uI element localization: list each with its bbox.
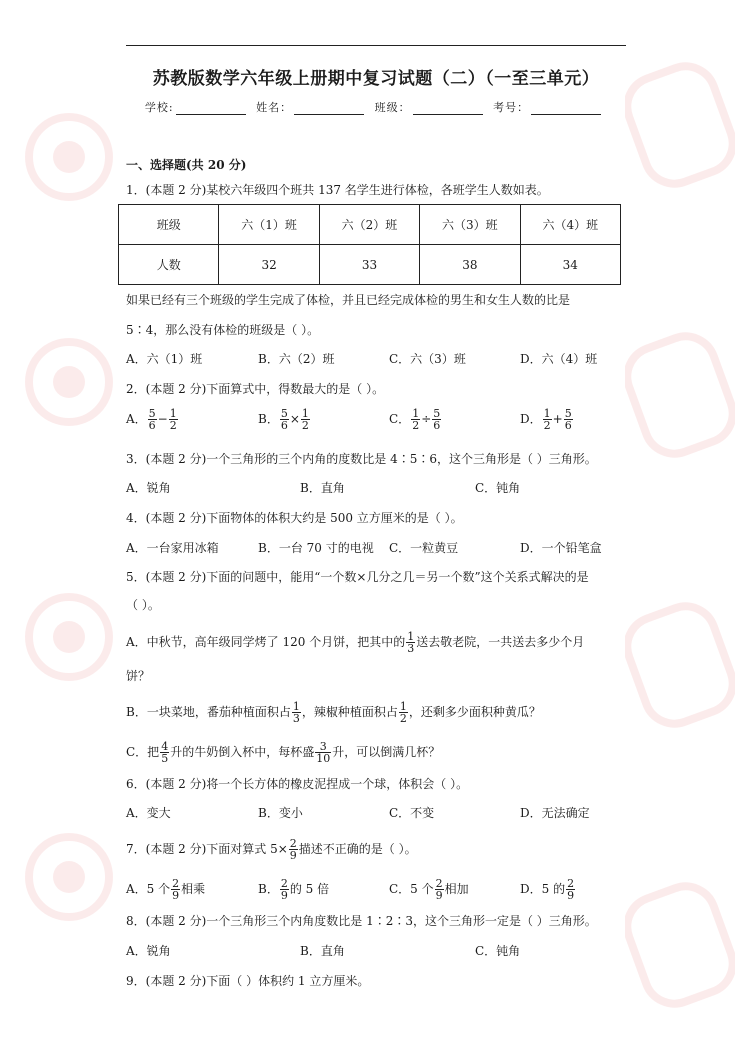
- q6-option-b[interactable]: B．变小: [258, 806, 303, 820]
- denominator: 5: [161, 752, 169, 765]
- option-text: ，辣椒种植面积占: [301, 705, 398, 719]
- q1-continuation-2: 5∶4，那么没有体检的班级是（ ）。: [126, 323, 320, 337]
- fraction: [169, 408, 178, 431]
- fraction: [543, 408, 552, 431]
- table-cell: 34: [520, 245, 620, 285]
- numerator: 1: [169, 407, 177, 420]
- q1-option-b[interactable]: B．六（2）班: [258, 352, 335, 366]
- option-text: 相加: [444, 882, 469, 896]
- watermark-right-4: [625, 880, 735, 1014]
- table-cell: 六（4）班: [520, 205, 620, 245]
- q2-option-a[interactable]: [126, 408, 179, 431]
- watermark-left-1: [22, 110, 117, 209]
- option-text: 送去敬老院，一共送去多少个月: [416, 635, 585, 649]
- numerator: 1: [399, 700, 407, 713]
- q5-stem-2: （ ）。: [126, 598, 160, 612]
- stem-text: 7．(本题 2 分)下面对算式 5×: [126, 842, 288, 856]
- q3-stem: 3．(本题 2 分)一个三角形的三个内角的度数比是 4∶5∶6，这个三角形是（ ）三角形。: [126, 452, 597, 466]
- option-text: A．中秋节，高年级同学烤了 120 个月饼，把其中的: [126, 635, 406, 649]
- fraction: [280, 878, 289, 901]
- numerator: 1: [292, 700, 300, 713]
- fraction: [432, 408, 441, 431]
- class-count-table: [118, 204, 621, 285]
- table-row: [119, 245, 621, 285]
- numerator: 5: [564, 407, 572, 420]
- denominator: 2: [399, 712, 407, 725]
- q5-option-b[interactable]: [126, 701, 541, 724]
- q1-continuation-1: 如果已经有三个班级的学生完成了体检，并且已经完成体检的男生和女生人数的比是: [126, 293, 571, 307]
- numerator: 1: [407, 630, 415, 643]
- top-rule: [126, 45, 626, 46]
- q3-option-b[interactable]: B．直角: [300, 481, 345, 495]
- watermark-right-3: [625, 600, 735, 734]
- option-label: C．: [389, 412, 411, 426]
- option-text: B．: [258, 882, 279, 896]
- q5-option-a-continuation: 饼？: [126, 669, 151, 683]
- q8-option-b[interactable]: B．直角: [300, 944, 345, 958]
- denominator: 3: [407, 642, 415, 655]
- table-row: [119, 205, 621, 245]
- fraction: [301, 408, 310, 431]
- fraction: [564, 408, 573, 431]
- fraction: [566, 878, 575, 901]
- denominator: 2: [169, 419, 177, 432]
- school-field[interactable]: [176, 103, 246, 115]
- option-label: D．: [520, 412, 542, 426]
- numerator: 5: [148, 407, 156, 420]
- denominator: 9: [567, 889, 575, 902]
- option-text: D．5 的: [520, 882, 566, 896]
- denominator: 6: [433, 419, 441, 432]
- denominator: 2: [412, 419, 420, 432]
- watermark-left-4: [22, 830, 117, 929]
- numerator: 1: [301, 407, 309, 420]
- option-text: C．把: [126, 745, 160, 759]
- option-text: 相乘: [181, 882, 206, 896]
- q7-stem: [126, 838, 417, 861]
- q5-option-a[interactable]: [126, 631, 584, 654]
- q3-option-a[interactable]: A．锐角: [126, 481, 171, 495]
- option-text: ，还剩多少面积种黄瓜？: [408, 705, 541, 719]
- fraction: [289, 838, 298, 861]
- q7-option-d[interactable]: [520, 878, 576, 901]
- name-field[interactable]: [294, 103, 364, 115]
- q4-option-c[interactable]: C．一粒黄豆: [389, 541, 459, 555]
- numerator: 1: [412, 407, 420, 420]
- number-field[interactable]: [531, 103, 601, 115]
- q6-stem: 6．(本题 2 分)将一个长方体的橡皮泥捏成一个球，体积会（ ）。: [126, 777, 469, 791]
- page-title: 苏教版数学六年级上册期中复习试题（二）（一至三单元）: [152, 69, 600, 89]
- table-cell: 33: [319, 245, 419, 285]
- table-cell: 32: [219, 245, 319, 285]
- option-label: A．: [126, 412, 147, 426]
- class-field[interactable]: [413, 103, 483, 115]
- denominator: 6: [564, 419, 572, 432]
- class-label: 班级：: [374, 101, 411, 114]
- denominator: 6: [148, 419, 156, 432]
- numerator: 2: [280, 877, 288, 890]
- watermark-right-2: [625, 330, 735, 464]
- table-cell: 六（1）班: [219, 205, 319, 245]
- denominator: 2: [301, 419, 309, 432]
- q4-option-d[interactable]: D．一个铅笔盒: [520, 541, 602, 555]
- q2-option-c[interactable]: [389, 408, 442, 431]
- q5-option-c[interactable]: [126, 741, 440, 764]
- stem-text: 描述不正确的是（ ）。: [298, 842, 417, 856]
- table-cell: 六（2）班: [319, 205, 419, 245]
- numerator: 2: [172, 877, 180, 890]
- watermark-left-2: [22, 335, 117, 434]
- q7-option-a[interactable]: [126, 878, 205, 901]
- number-label: 考号：: [493, 101, 530, 114]
- q8-option-c[interactable]: C．钝角: [475, 944, 521, 958]
- numerator: 2: [289, 837, 297, 850]
- fraction: [292, 701, 301, 724]
- fraction: [280, 408, 289, 431]
- section-title: 一、选择题(共 20 分): [126, 158, 247, 172]
- fraction: [435, 878, 444, 901]
- numerator: 5: [433, 407, 441, 420]
- denominator: 9: [280, 889, 288, 902]
- school-label: 学校:: [144, 101, 174, 114]
- numerator: 2: [567, 877, 575, 890]
- numerator: 3: [319, 740, 327, 753]
- name-label: 姓名：: [256, 101, 293, 114]
- option-text: B．一块菜地，番茄种植面积占: [126, 705, 291, 719]
- fraction: [171, 878, 180, 901]
- q8-option-a[interactable]: A．锐角: [126, 944, 171, 958]
- option-label: B．: [258, 412, 279, 426]
- watermark-left-3: [22, 590, 117, 689]
- denominator: 2: [543, 419, 551, 432]
- q6-option-a[interactable]: A．变大: [126, 806, 171, 820]
- q2-stem: 2．(本题 2 分)下面算式中，得数最大的是（ ）。: [126, 382, 385, 396]
- fraction: [315, 741, 331, 764]
- q4-stem: 4．(本题 2 分)下面物体的体积大约是 500 立方厘米的是（ ）。: [126, 511, 463, 525]
- numerator: 4: [161, 740, 169, 753]
- fraction: [148, 408, 157, 431]
- q6-option-d[interactable]: D．无法确定: [520, 806, 590, 820]
- q6-option-c[interactable]: C．不变: [389, 806, 435, 820]
- fraction: [411, 408, 420, 431]
- table-cell: 人数: [119, 245, 219, 285]
- operator: ×: [289, 412, 300, 426]
- option-text: 升，可以倒满几杯？: [332, 745, 441, 759]
- numerator: 1: [543, 407, 551, 420]
- q8-stem: 8．(本题 2 分)一个三角形三个内角度数比是 1∶2∶3，这个三角形一定是（ ）三角形。: [126, 914, 597, 928]
- denominator: 3: [292, 712, 300, 725]
- q1-option-c[interactable]: C．六（3）班: [389, 352, 466, 366]
- q7-option-b[interactable]: [258, 878, 329, 901]
- fraction: [406, 631, 415, 654]
- operator: +: [552, 412, 563, 426]
- q5-stem-1: 5．(本题 2 分)下面的问题中，能用“一个数×几分之几＝另一个数”这个关系式解决的是: [126, 570, 589, 584]
- option-text: C．5 个: [389, 882, 434, 896]
- denominator: 10: [316, 752, 331, 765]
- q4-option-b[interactable]: B．一台 70 寸的电视: [258, 541, 374, 555]
- q1-option-d[interactable]: D．六（4）班: [520, 352, 598, 366]
- q4-option-a[interactable]: A．一台家用冰箱: [126, 541, 219, 555]
- option-text: A．5 个: [126, 882, 171, 896]
- table-cell: 六（3）班: [420, 205, 520, 245]
- table-cell: 38: [420, 245, 520, 285]
- fraction: [160, 741, 169, 764]
- option-text: 的 5 倍: [289, 882, 330, 896]
- option-text: 升的牛奶倒入杯中，每杯盛: [170, 745, 315, 759]
- denominator: 6: [280, 419, 288, 432]
- q9-stem: 9．(本题 2 分)下面（ ）体积约 1 立方厘米。: [126, 974, 370, 988]
- q2-option-b[interactable]: [258, 408, 311, 431]
- numerator: 2: [435, 877, 443, 890]
- denominator: 9: [172, 889, 180, 902]
- operator: ÷: [421, 412, 432, 426]
- student-info-line: [0, 99, 752, 115]
- denominator: 9: [289, 849, 297, 862]
- q3-option-c[interactable]: C．钝角: [475, 481, 521, 495]
- table-cell: 班级: [119, 205, 219, 245]
- q2-option-d[interactable]: [520, 408, 574, 431]
- operator: −: [157, 412, 168, 426]
- fraction: [399, 701, 408, 724]
- q7-option-c[interactable]: [389, 878, 469, 901]
- q1-option-a[interactable]: A．六（1）班: [126, 352, 203, 366]
- numerator: 5: [280, 407, 288, 420]
- denominator: 9: [435, 889, 443, 902]
- q1-stem: 1．(本题 2 分)某校六年级四个班共 137 名学生进行体检，各班学生人数如表。: [126, 183, 549, 197]
